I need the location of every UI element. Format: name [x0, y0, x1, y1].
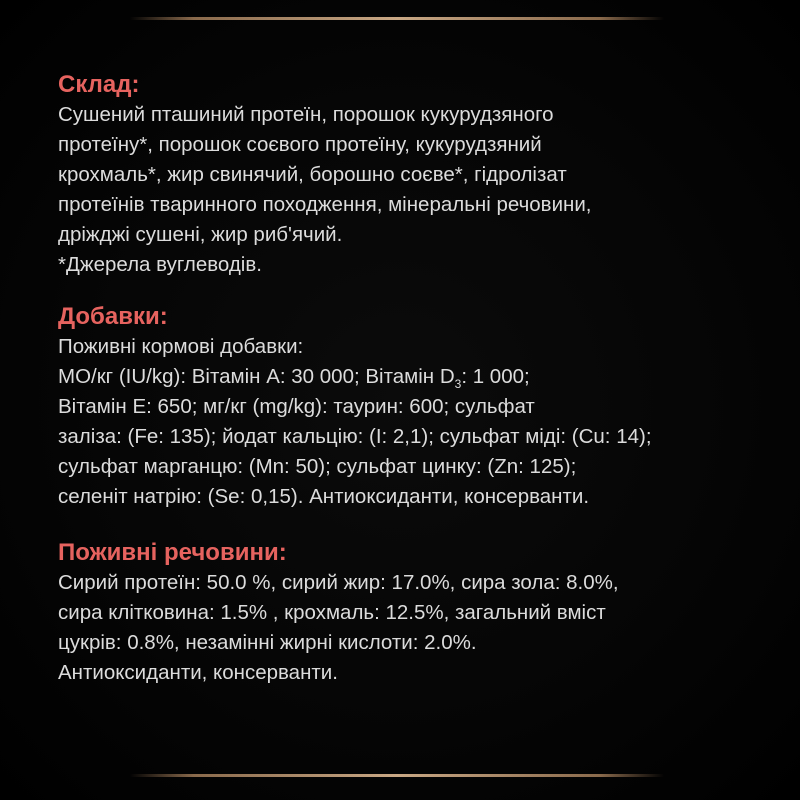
additives-line: заліза: (Fe: 135); йодат кальцію: (I: 2,1); сульфат міді: (Cu: 14);: [58, 425, 652, 448]
composition-line: дріжджі сушені, жир риб'ячий.: [58, 223, 343, 246]
vitamin-d-value: : 1 000;: [461, 365, 530, 388]
nutrients-line: Сирий протеїн: 50.0 %, сирий жир: 17.0%, сира зола: 8.0%,: [58, 571, 619, 594]
section-additives: [58, 302, 758, 512]
additives-line: Вітамін Е: 650; мг/кг (mg/kg): таурин: 600; сульфат: [58, 395, 535, 418]
nutrients-heading: Поживні речовини:: [58, 539, 287, 566]
additives-line: Поживні кормові добавки:: [58, 335, 304, 358]
composition-line: крохмаль*, жир свинячий, борошно соєве*, гідролізат: [58, 163, 567, 186]
vitamin-d-subscript: 3: [454, 377, 462, 392]
additives-heading: Добавки:: [58, 303, 168, 330]
nutrients-line: цукрів: 0.8%, незамінні жирні кислоти: 2.0%.: [58, 631, 477, 654]
composition-line: протеїну*, порошок соєвого протеїну, кукурудзяний: [58, 133, 542, 156]
section-nutrients: [58, 538, 758, 688]
composition-footnote: *Джерела вуглеводів.: [58, 253, 262, 276]
nutrients-line: сира клітковина: 1.5% , крохмаль: 12.5%, загальний вміст: [58, 601, 606, 624]
composition-heading: Склад:: [58, 71, 140, 98]
vitamin-a-d-text: МО/кг (IU/kg): Вітамін А: 30 000; Вітамін D: [58, 365, 455, 388]
additives-line: сульфат марганцю: (Mn: 50); сульфат цинку: (Zn: 125);: [58, 455, 577, 478]
bottom-gold-divider: [130, 774, 664, 777]
composition-line: Сушений пташиний протеїн, порошок кукурудзяного: [58, 103, 554, 126]
section-composition: [58, 70, 758, 280]
additives-line-vitamins: [58, 362, 758, 392]
additives-line: селеніт натрію: (Se: 0,15). Антиоксиданти, консерванти.: [58, 485, 590, 508]
label-content: [58, 70, 758, 688]
composition-line: протеїнів тваринного походження, мінеральні речовини,: [58, 193, 592, 216]
top-gold-divider: [130, 17, 664, 20]
nutrients-line: Антиоксиданти, консерванти.: [58, 661, 338, 684]
